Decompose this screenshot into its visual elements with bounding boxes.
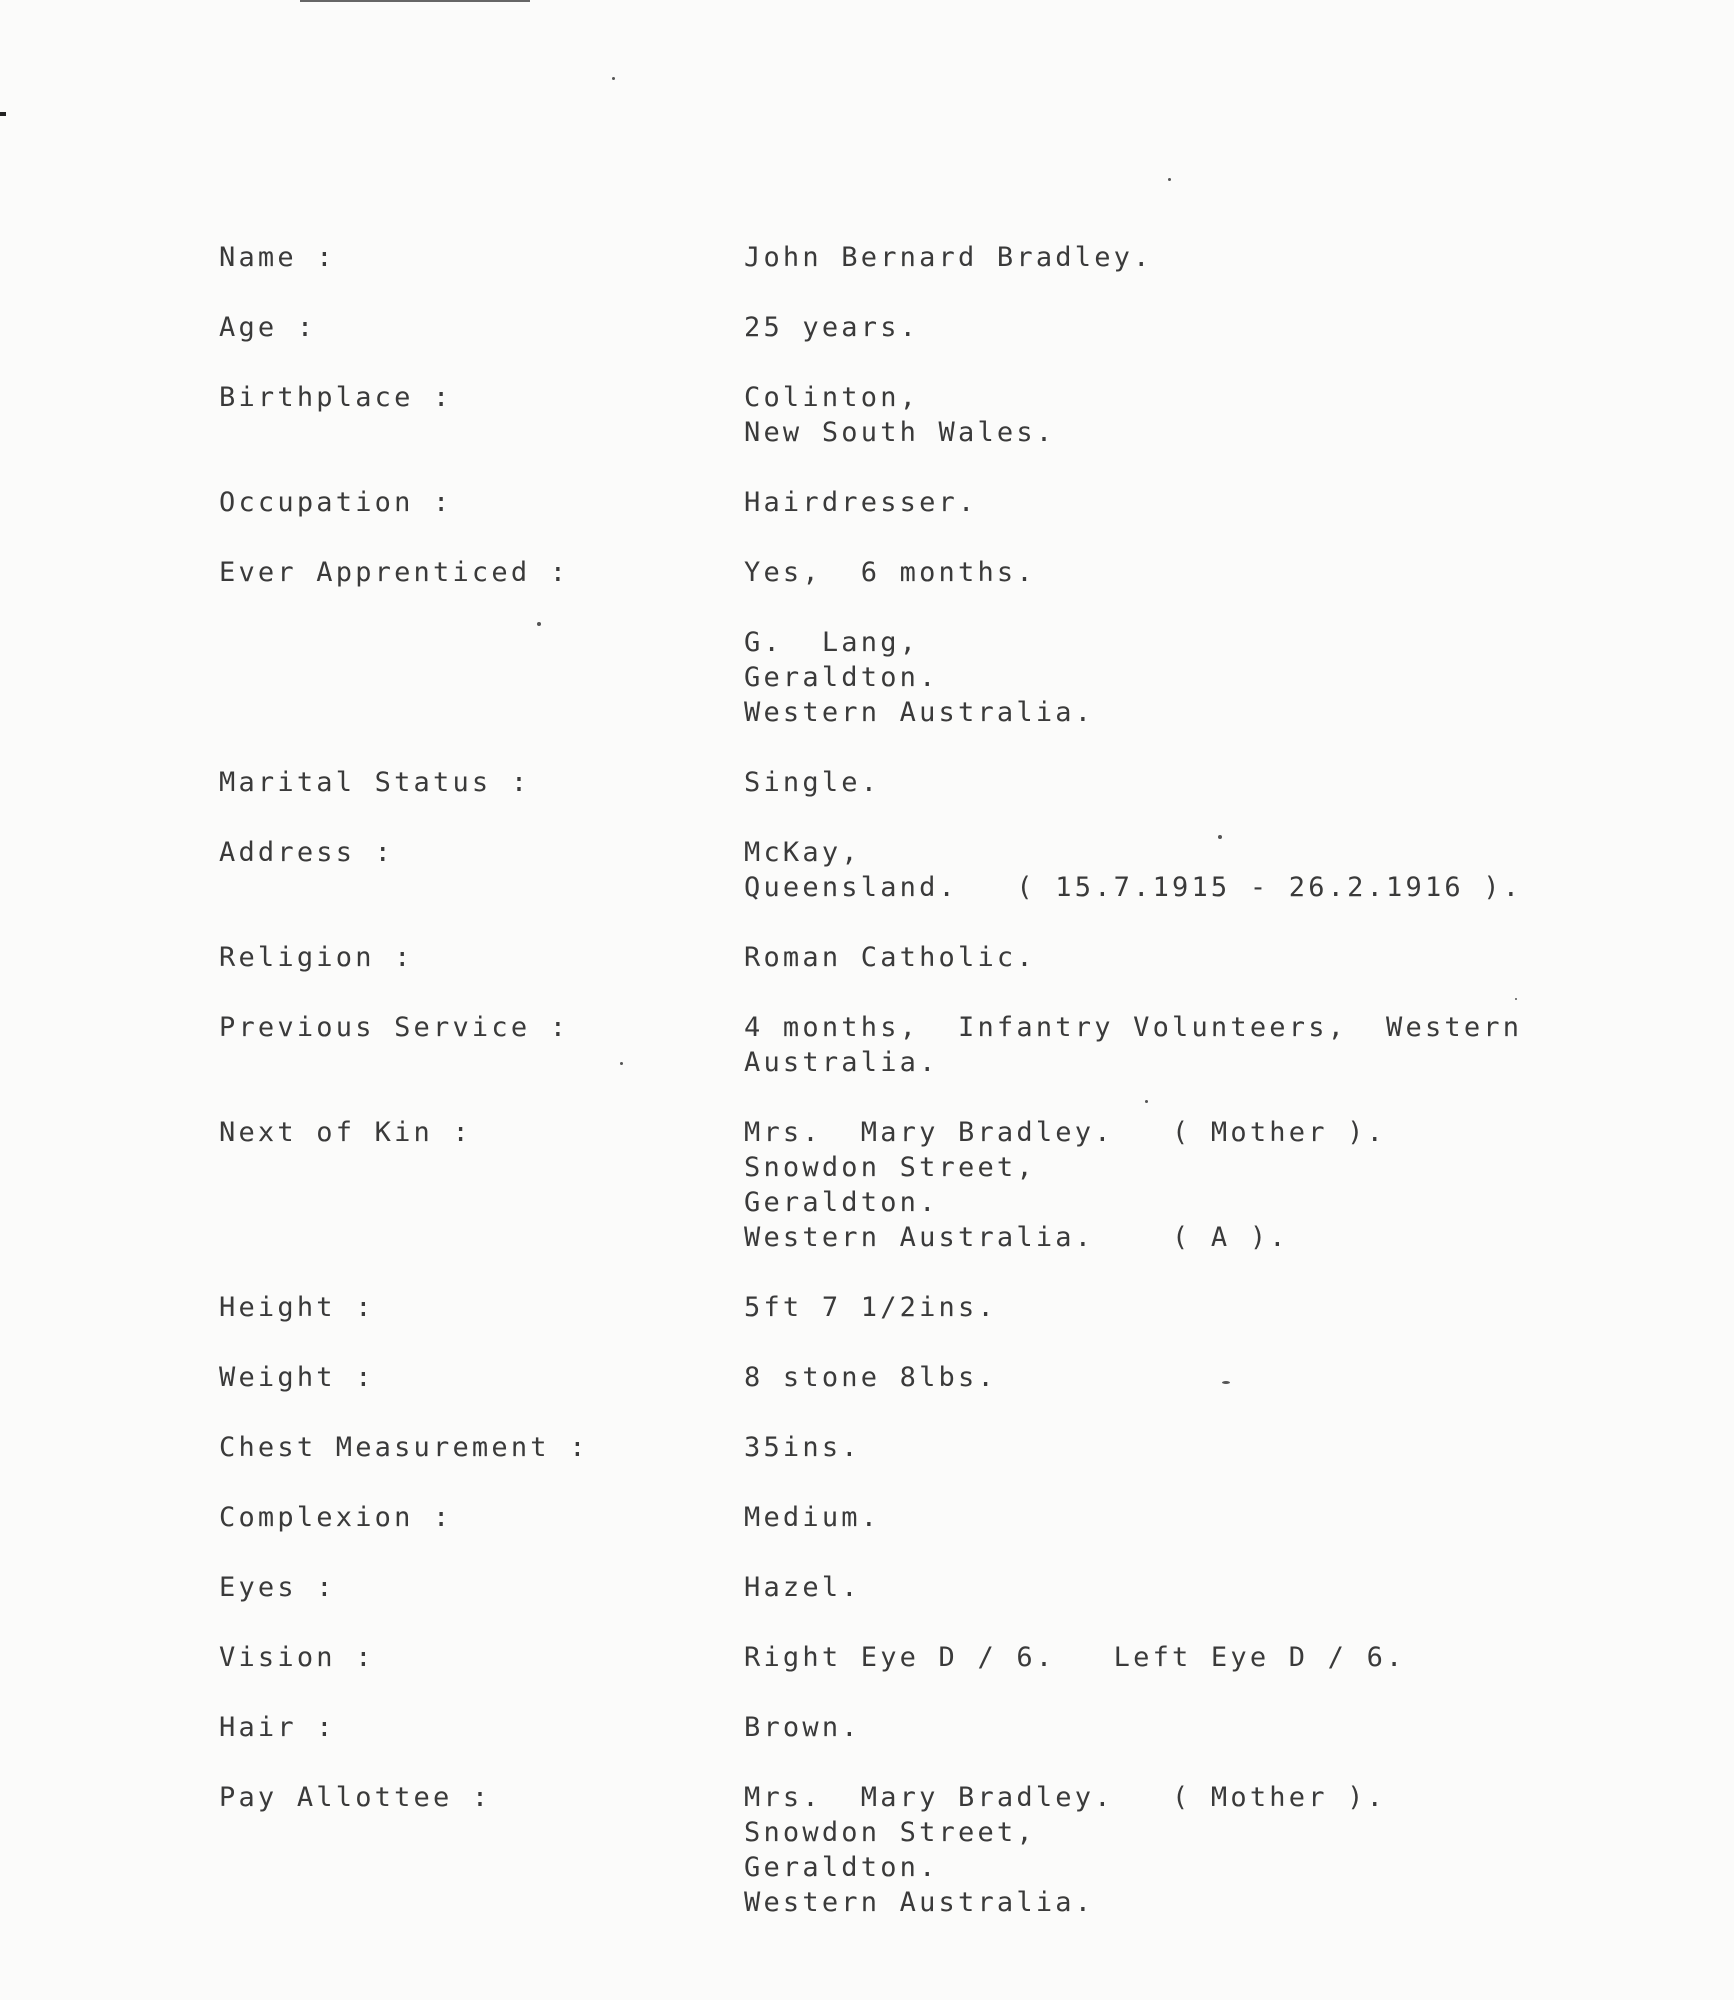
field-value-line: Brown. [744, 1712, 861, 1743]
field-value [744, 625, 1619, 730]
speck [1168, 178, 1171, 181]
field-value-line: Roman Catholic. [744, 942, 1036, 973]
field-value [744, 1780, 1619, 1920]
top-edge-rule [300, 0, 530, 2]
field-value [744, 485, 1619, 520]
field-value [744, 1290, 1619, 1325]
field-value-line: 35ins. [744, 1432, 861, 1463]
field-value-line: Medium. [744, 1502, 881, 1533]
speck [612, 77, 615, 80]
field-label: Occupation : [219, 487, 453, 518]
record-field [219, 1640, 1619, 1675]
field-value-line: Mrs. Mary Bradley. ( Mother ). [744, 1117, 1387, 1148]
record-field [219, 625, 1619, 730]
record-field [219, 1430, 1619, 1465]
field-value [744, 1710, 1619, 1745]
field-value-line: Single. [744, 767, 881, 798]
field-label: Weight : [219, 1362, 375, 1393]
record-field [219, 485, 1619, 520]
field-value-line: Right Eye D / 6. Left Eye D / 6. [744, 1642, 1406, 1673]
field-value-line: Geraldton. [744, 1187, 939, 1218]
field-value [744, 380, 1619, 450]
record-field [219, 765, 1619, 800]
field-value-line: Hairdresser. [744, 487, 978, 518]
field-label: Pay Allottee : [219, 1782, 492, 1813]
field-value-line: John Bernard Bradley. [744, 242, 1153, 273]
field-value [744, 1640, 1619, 1675]
record-field [219, 1500, 1619, 1535]
attestation-record [219, 240, 1619, 1920]
record-field [219, 1010, 1619, 1080]
record-field [219, 310, 1619, 345]
field-label: Previous Service : [219, 1012, 570, 1043]
field-value [744, 310, 1619, 345]
field-value-line: Western Australia. [744, 697, 1095, 728]
record-field [219, 380, 1619, 450]
field-value [744, 1500, 1619, 1535]
record-field [219, 1710, 1619, 1745]
record-field [219, 1570, 1619, 1605]
field-value [744, 940, 1619, 975]
field-label: Ever Apprenticed : [219, 557, 570, 588]
field-value-line: Yes, 6 months. [744, 557, 1036, 588]
field-label: Birthplace : [219, 382, 453, 413]
field-value [744, 1010, 1619, 1080]
field-value-line: Geraldton. [744, 1852, 939, 1883]
field-value [744, 1115, 1619, 1255]
field-label: Next of Kin : [219, 1117, 472, 1148]
field-value-line: 25 years. [744, 312, 920, 343]
field-label: Name : [219, 242, 336, 273]
field-value-line: 5ft 7 1/2ins. [744, 1292, 997, 1323]
field-label: Vision : [219, 1642, 375, 1673]
field-label: Complexion : [219, 1502, 453, 1533]
field-value-line: Snowdon Street, [744, 1817, 1036, 1848]
field-value [744, 555, 1619, 590]
field-value-line: G. Lang, [744, 627, 920, 658]
field-label: Height : [219, 1292, 375, 1323]
field-value [744, 1430, 1619, 1465]
field-value-line: Snowdon Street, [744, 1152, 1036, 1183]
field-value [744, 835, 1619, 905]
field-label: Chest Measurement : [219, 1432, 589, 1463]
field-label: Age : [219, 312, 317, 343]
field-value-line: Geraldton. [744, 662, 939, 693]
field-value-line: Colinton, [744, 382, 920, 413]
field-value-line: Hazel. [744, 1572, 861, 1603]
field-label: Address : [219, 837, 395, 868]
field-value [744, 1570, 1619, 1605]
field-value [744, 1360, 1619, 1395]
field-value-line: Western Australia. ( A ). [744, 1222, 1289, 1253]
field-label: Religion : [219, 942, 414, 973]
field-value-line: Mrs. Mary Bradley. ( Mother ). [744, 1782, 1387, 1813]
field-value-line: Queensland. ( 15.7.1915 - 26.2.1916 ). [744, 872, 1523, 903]
record-field [219, 555, 1619, 590]
field-value-line: Australia. [744, 1047, 939, 1078]
record-field [219, 835, 1619, 905]
left-edge-mark [0, 112, 6, 116]
record-field [219, 1290, 1619, 1325]
field-value-line: 8 stone 8lbs. [744, 1362, 997, 1393]
field-value [744, 765, 1619, 800]
record-field [219, 1115, 1619, 1255]
record-field [219, 1780, 1619, 1920]
field-value-line: New South Wales. [744, 417, 1056, 448]
field-label: Hair : [219, 1712, 336, 1743]
field-label: Marital Status : [219, 767, 531, 798]
record-field [219, 940, 1619, 975]
field-label: Eyes : [219, 1572, 336, 1603]
record-field [219, 1360, 1619, 1395]
field-value-line: McKay, [744, 837, 861, 868]
field-value-line: Western Australia. [744, 1887, 1095, 1918]
field-value-line: 4 months, Infantry Volunteers, Western [744, 1012, 1523, 1043]
record-field [219, 240, 1619, 275]
field-value [744, 240, 1619, 275]
